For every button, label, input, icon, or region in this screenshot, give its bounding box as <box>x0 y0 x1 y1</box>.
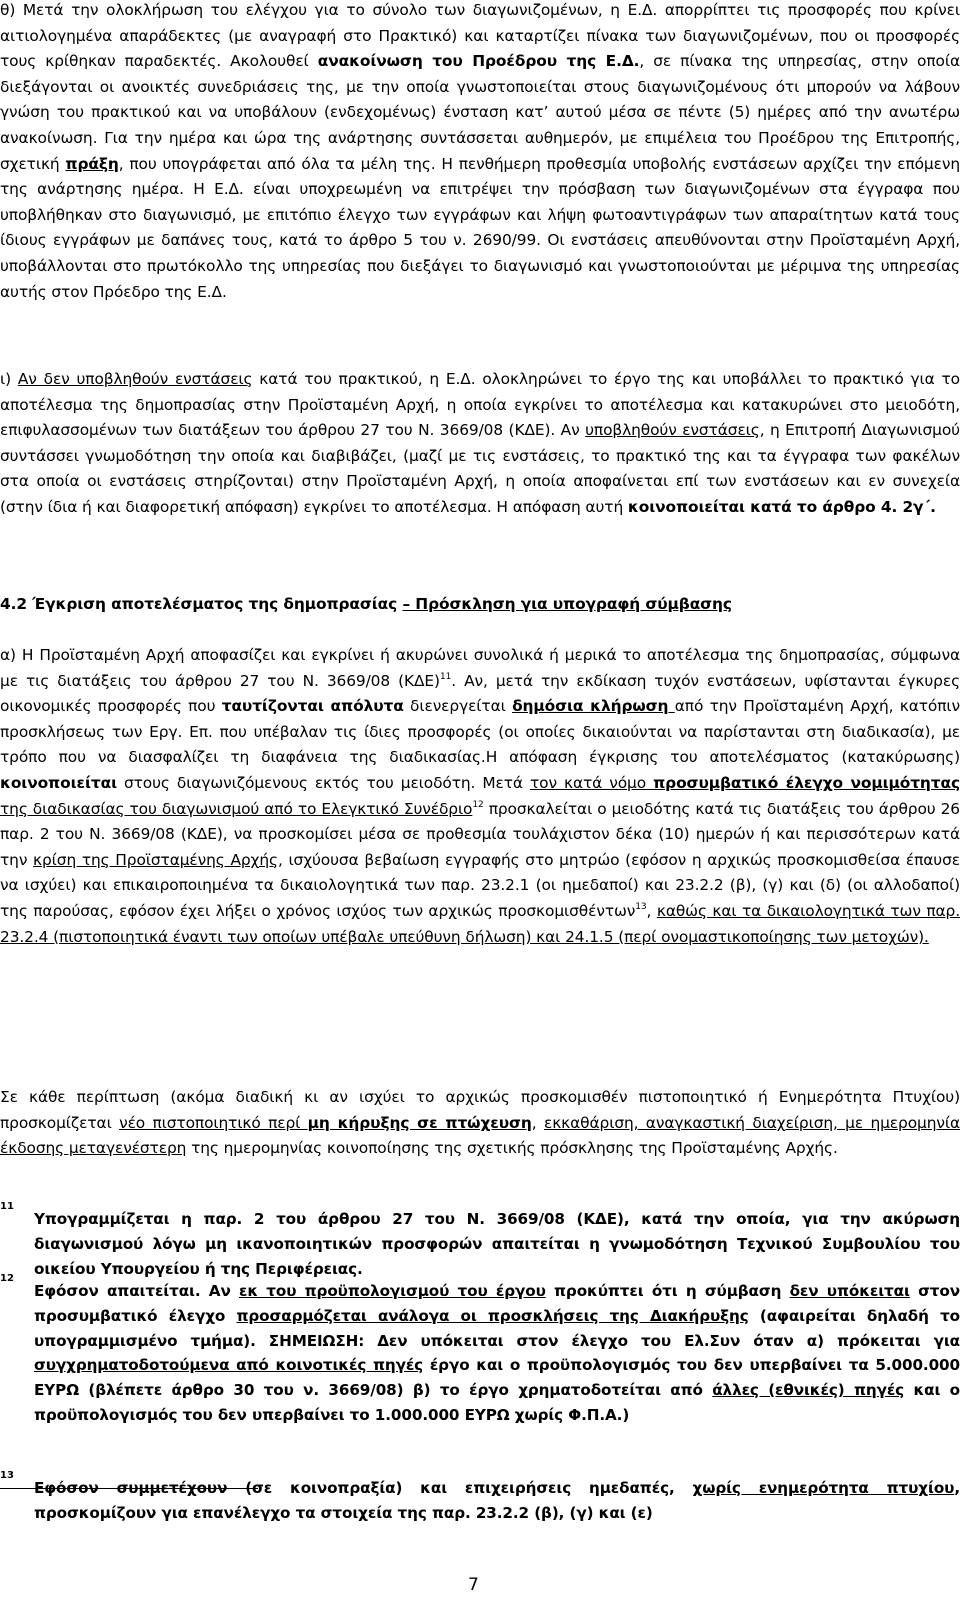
text-run: ι) <box>0 370 18 388</box>
emphasis-precontract-check: προσυμβατικό έλεγχο νομιμότητας <box>653 773 960 792</box>
footnote-ref-13[interactable]: 13 <box>635 901 647 912</box>
underlined-run: δεν υπόκειται <box>789 1282 910 1300</box>
emphasis-act: πράξη <box>65 154 119 173</box>
underlined-run: καθώς και τα δικαιολογητικά των παρ. 23.2.4 (πιστοποιητικά έναντι των οποίων υπέβαλε υπεύθυνη δήλωση) και 24.1.5 (περί ονομαστικοποίησης των μετοχών). <box>0 901 960 946</box>
text-run: , σε πίνακα της υπηρεσίας, στην οποία διεξάγονται οι ανοικτές συνεδριάσεις της, με την οποία γνωστοποιείται στους διαγωνιζομένους ότι μπορούν να λάβουν γνώση του πρακτικού και να υποβάλουν (ενδεχομένως) ένσταση κατ’ αυτού μέσα σε πέντε (5) ημέρες από την ανωτέρω ανακοίνωση. Για την ημέρα και ώρα της ανάρτησης συντάσσεται αυθημερόν, με επιμέλεια του Προέδρου της Επιτροπής, σχετική <box>0 52 960 173</box>
text-run: προσκαλείται ο μειοδότης κατά τις διατάξεις του άρθρου 26 παρ. 2 του Ν. 3669/08 (ΚΔΕ), να προσκομίσει μέσα σε προθεσμία τουλάχιστον δέκα (10) ημερών ή και περισσότερων κατά την <box>0 799 960 869</box>
underlined-run: τον κατά νόμο <box>530 773 654 792</box>
text-run: στον προσυμβατικό έλεγχο <box>34 1282 960 1325</box>
text-run: προκύπτει ότι η σύμβαση <box>545 1282 790 1300</box>
text-run: Σε κάθε περίπτωση (ακόμα διαδική κι αν ισχύει το αρχικώς προσκομισθέν πιστοποιητικό ή Ενημερότητα Πτυχίου) προσκομίζεται <box>0 1088 960 1132</box>
text-run: Εφόσον απαιτείται. Αν <box>34 1282 239 1300</box>
emphasis-announcement: ανακοίνωση του Προέδρου της Ε.Δ. <box>317 52 640 71</box>
underlined-run: κρίση της Προϊσταμένης Αρχής <box>33 850 278 869</box>
text-run: από την Προϊσταμένη Αρχή, κατόπιν προσκλήσεως των Εργ. Επ. που υπέβαλαν τις ίδιες προσφορές (οι οποίες δικαιούνται να παρίστανται στη διαδικασία), με τρόπο που να διασφαλίζει τη διαφάνεια της διαδικασίας.Η απόφαση έγκρισης του αποτελέσματος (κατακύρωσης) <box>0 697 960 767</box>
emphasis-notified: κοινοποιείται <box>0 773 117 792</box>
footnote-text <box>34 1279 960 1428</box>
footnote-number: 11 <box>0 1201 14 1212</box>
paragraph-bankruptcy <box>0 1085 960 1162</box>
text-run: στους διαγωνιζόμενους εκτός του μειοδότη. Μετά <box>116 773 530 792</box>
section-heading <box>0 592 960 618</box>
footnote-number: 12 <box>0 1273 14 1284</box>
paragraph-theta <box>0 0 960 305</box>
text-run: έργο και ο προϋπολογισμός του δεν υπερβαίνει τα 5.000.000 ΕΥΡΩ (βλέπετε άρθρο 30 του ν. 3669/08) β) το έργο χρηματοδοτείται από <box>34 1356 960 1400</box>
text-run: Εφόσον συμμετέχουν (σε κοινοπραξία) και επιχειρήσεις ημεδαπές, <box>34 1479 693 1497</box>
footnote-ref-12[interactable]: 12 <box>472 799 484 810</box>
underlined-run: εκκαθάριση, αναγκαστική διαχείριση, με ημερομηνία έκδοσης μεταγενέστερη <box>0 1113 960 1158</box>
text-run: α) Η Προϊσταμένη Αρχή αποφασίζει και εγκρίνει ή ακυρώνει συνολικά ή μερικά το αποτέλεσμα της δημοπρασίας, σύμφωνα με τις διατάξεις του άρθρου 27 του Ν. 3669/08 (ΚΔΕ) <box>0 646 960 690</box>
text-run: (αφαιρείται δηλαδή το υπογραμμισμένο τμήμα). ΣΗΜΕΙΩΣΗ: Δεν υπόκειται στον έλεγχο του Ελ.Συν όταν α) πρόκειται για <box>34 1306 960 1350</box>
emphasis-notified: κοινοποιείται κατά το άρθρο 4. 2γ΄. <box>627 497 936 516</box>
paragraph-alpha <box>0 643 960 950</box>
text-run: . Αν, μετά την εκδίκαση τυχόν ενστάσεων, υφίστανται έγκυρες οικονομικές προσφορές που <box>0 671 960 716</box>
text-run: , που υπογράφεται από όλα τα μέλη της. Η πενθήμερη προθεσμία υποβολής ενστάσεων αρχίζει την επόμενη της ανάρτησης ημέρα. Η Ε.Δ. είναι υποχρεωμένη να επιτρέψει την πρόσβαση των διαγωνιζομένων στα έγγραφα που υποβλήθηκαν στο διαγωνισμό, με επιτόπιο έλεγχο των εγγράφων και λήψη φωτοαντιγράφων των απαραίτητων κατά τους ίδιους εγγράφων με δαπάνες τους, κατά το άρθρο 5 του ν. 2690/99. Οι ενστάσεις απευθύνονται στην Προϊσταμένη Αρχή, υποβάλλονται στο πρωτόκολλο της υπηρεσίας που διεξάγει το διαγωνισμό και γνωστοποιούνται με μέριμνα της υπηρεσίας αυτής στον Πρόεδρο της Ε.Δ. <box>0 154 960 301</box>
text-run: και ο προϋπολογισμός του δεν υπερβαίνει το 1.000.000 ΕΥΡΩ χωρίς Φ.Π.Α.) <box>34 1381 960 1424</box>
text-run: , η Επιτροπή Διαγωνισμού συντάσσει γνωμοδότηση την οποία και διαβιβάζει, (μαζί με τις ενστάσεις, το πρακτικό της και τα έγγραφα των φακέλων στα οποία οι ενστάσεις στηρίζονται) στην Προϊσταμένη Αρχή, η οποία αποφαίνεται επί των ενστάσεων και εν συνεχεία (στην ίδια ή και διαφορετική απόφαση) εγκρίνει το αποτέλεσμα. Η απόφαση αυτή <box>0 421 960 516</box>
emphasis-no-bankruptcy: μη κήρυξης σε πτώχευση <box>307 1113 532 1132</box>
text-run: θ) Μετά την ολοκλήρωση του ελέγχου για το σύνολο των διαγωνιζομένων, η Ε.Δ. απορρίπτει τις προσφορές που κρίνει αιτιολογημένα απαράδεκτες (με αναγραφή στο Πρακτικό) και καταρτίζει πίνακα των διαγωνιζομένων, που οι προσφορές τους κρίθηκαν παραδεκτές. Ακολουθεί <box>0 1 960 71</box>
heading-subtitle: – Πρόσκληση για υπογραφή σύμβασης <box>402 595 732 613</box>
text-run: , ισχύουσα βεβαίωση εγγραφής στο μητρώο (εφόσον η αρχικώς προσκομισθείσα έπαυσε να ισχύει) και επικαιροποιημένα τα δικαιολογητικά των παρ. 23.2.1 (οι ημεδαποί) και 23.2.2 (β), (γ) και (δ) (οι αλλοδαποί) της παρούσας, εφόσον έχει λήξει ο χρόνος ισχύος των αρχικώς προσκομισθέντων <box>0 850 960 920</box>
text-run: , προσκομίζουν για επανέλεγχο τα στοιχεία της παρ. 23.2.2 (β), (γ) και (ε) <box>34 1479 960 1522</box>
underlined-run: εκ του προϋπολογισμού του έργου <box>238 1282 546 1300</box>
text-run: της ημερομηνίας κοινοποίησης της σχετικής πρόσκλησης της Προϊσταμένης Αρχής. <box>186 1139 838 1158</box>
underlined-run: άλλες (εθνικές) πηγές <box>712 1381 905 1400</box>
page-number: 7 <box>468 1575 479 1595</box>
emphasis-public-draw: δημόσια κλήρωση <box>512 697 669 716</box>
underlined-run: συγχρηματοδοτούμενα από κοινοτικές πηγές <box>34 1356 424 1375</box>
footnote-ref-11[interactable]: 11 <box>439 671 452 682</box>
heading-title: 4.2 Έγκριση αποτελέσματος της δημοπρασίας <box>0 595 403 613</box>
footnote-text <box>34 1476 960 1526</box>
text-run: , <box>531 1113 544 1132</box>
underlined-run: της διαδικασίας του διαγωνισμού από το Ελεγκτικό Συνέδριο <box>0 799 473 818</box>
emphasis-identical: ταυτίζονται απόλυτα <box>221 697 404 716</box>
underlined-run: προσαρμόζεται ανάλογα οι προσκλήσεις της Διακήρυξης <box>236 1306 749 1325</box>
text-run: κατά του πρακτικού, η Ε.Δ. ολοκληρώνει το έργο της και υποβάλλει το πρακτικό για το αποτέλεσμα της δημοπρασίας στην Προϊσταμένη Αρχή, η οποία εγκρίνει το αποτέλεσμα και κατακυρώνει στο μειοδότη, επιφυλασσομένων των διατάξεων του άρθρου 27 του Ν. 3669/08 (ΚΔΕ). Αν <box>0 370 960 440</box>
text-run: διενεργείται <box>403 697 513 716</box>
footnote-number: 13 <box>0 1470 14 1481</box>
underlined-run: νέο πιστοποιητικό περί <box>119 1113 308 1132</box>
paragraph-iota <box>0 367 960 521</box>
underlined-run: χωρίς ενημερότητα πτυχίου <box>692 1479 955 1497</box>
underlined-no-objections: Αν δεν υποβληθούν ενστάσεις <box>17 370 253 388</box>
text-run: , <box>646 901 657 920</box>
underlined-objections: υποβληθούν ενστάσεις <box>585 421 760 440</box>
footnote-text: Υπογραμμίζεται η παρ. 2 του άρθρου 27 του Ν. 3669/08 (ΚΔΕ), κατά την οποία, για την ακύρωση διαγωνισμού λόγω μη ικανοποιητικών προσφορών απαιτείται η γνωμοδότηση Τεχνικού Συμβουλίου του οικείου Υπουργείου ή της Περιφέρειας. <box>34 1210 960 1278</box>
